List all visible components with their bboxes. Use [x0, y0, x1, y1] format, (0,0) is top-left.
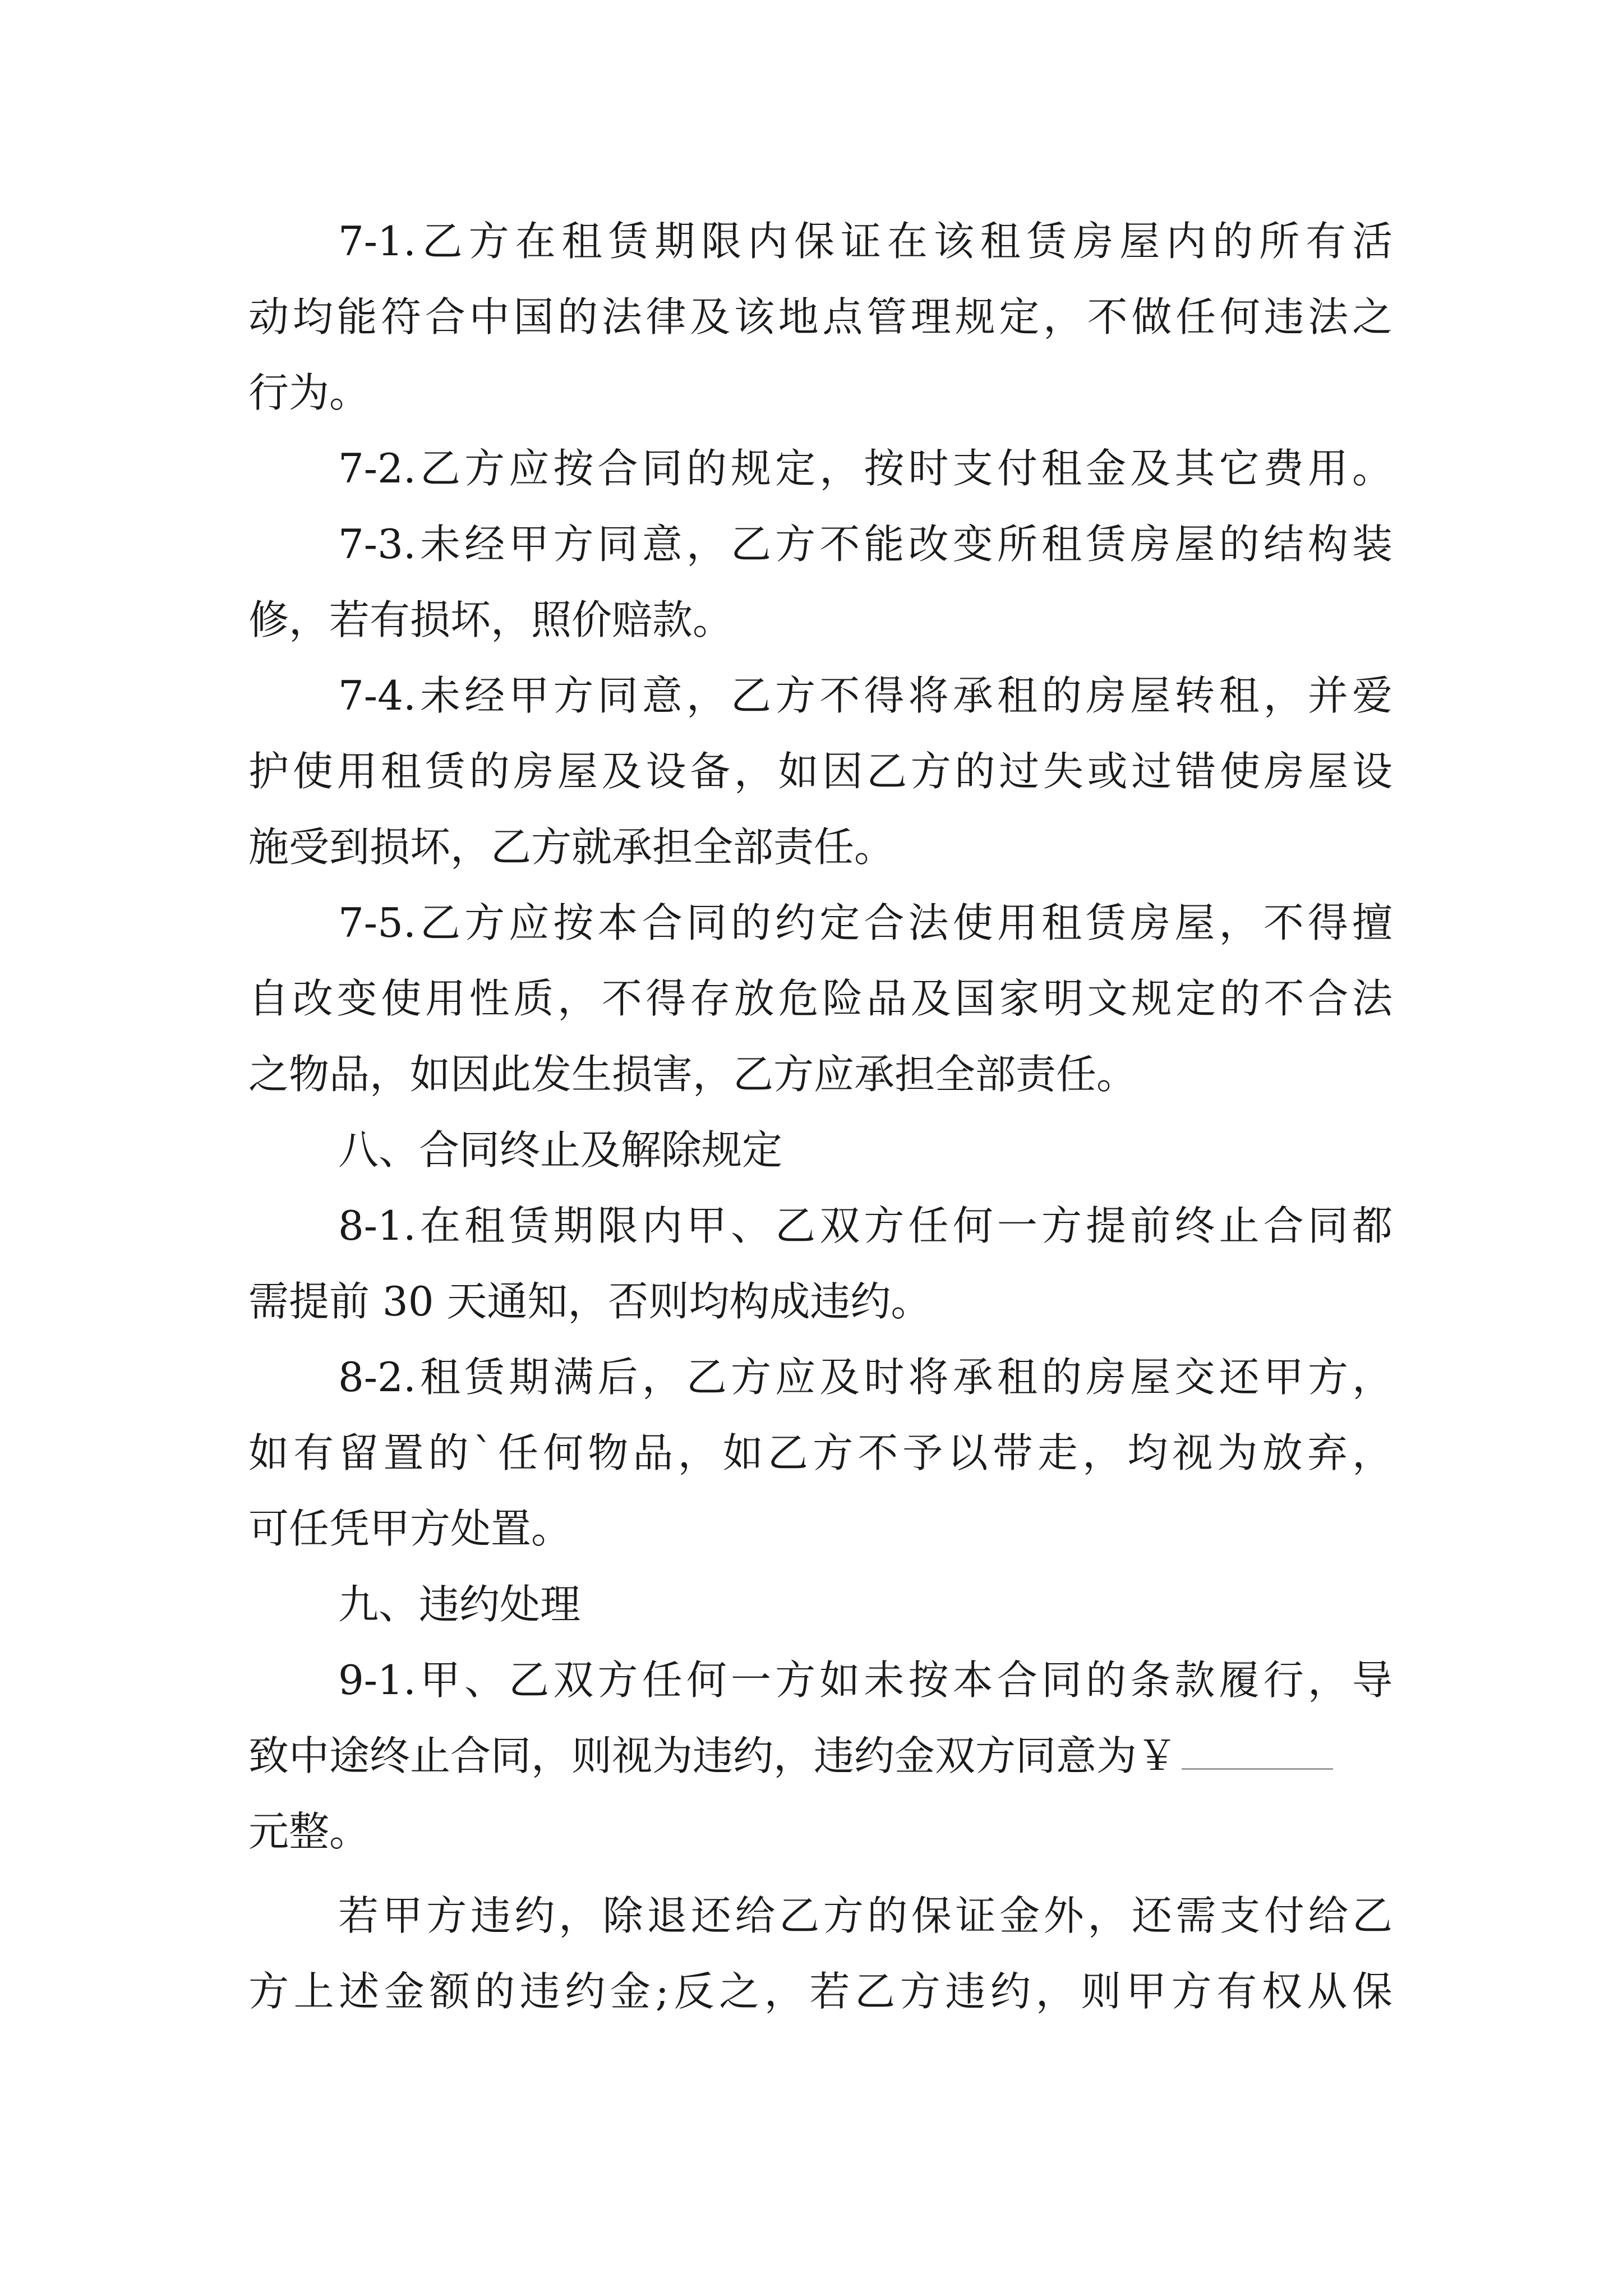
default-paragraph-line-2: 方上述金额的违约金;反之，若乙方违约，则甲方有权从保	[248, 1968, 1393, 2015]
default-paragraph-line-1: 若甲方违约，除退还给乙方的保证金外，还需支付给乙	[338, 1892, 1393, 1939]
clause-7-5-line-2: 自改变使用性质，不得存放危险品及国家明文规定的不合法	[248, 975, 1393, 1022]
clause-8-1-line-1: 8-1.在租赁期限内甲、乙双方任何一方提前终止合同都	[338, 1202, 1393, 1249]
penalty-amount-blank	[1182, 1733, 1333, 1770]
clause-7-1-line-3: 行为。	[248, 369, 370, 416]
clause-7-2-line-1: 7-2.乙方应按合同的规定，按时支付租金及其它费用。	[338, 445, 1393, 492]
clause-7-4-line-1: 7-4.未经甲方同意，乙方不得将承租的房屋转租，并爱	[338, 672, 1393, 719]
clause-9-1-line-2	[248, 1731, 1333, 1781]
clause-8-2-line-1: 8-2.租赁期满后，乙方应及时将承租的房屋交还甲方，	[338, 1354, 1393, 1401]
clause-7-1-line-1: 7-1.乙方在租赁期限内保证在该租赁房屋内的所有活	[338, 218, 1393, 265]
clause-9-1-line-3: 元整。	[248, 1808, 370, 1855]
section-9-heading: 九、违约处理	[338, 1581, 581, 1628]
section-8-heading: 八、合同终止及解除规定	[338, 1126, 783, 1174]
clause-7-3-line-1: 7-3.未经甲方同意，乙方不能改变所租赁房屋的结构装	[338, 521, 1393, 568]
clause-8-1-line-2: 需提前 30 天通知，否则均构成违约。	[248, 1278, 932, 1325]
clause-9-1-line-1: 9-1.甲、乙双方任何一方如未按本合同的条款履行，导	[338, 1657, 1393, 1704]
clause-8-2-line-3: 可任凭甲方处置。	[248, 1505, 572, 1552]
clause-7-4-line-3: 施受到损坏，乙方就承担全部责任。	[248, 823, 895, 871]
clause-7-1-line-2: 动均能符合中国的法律及该地点管理规定，不做任何违法之	[248, 293, 1393, 341]
clause-7-5-line-1: 7-5.乙方应按本合同的约定合法使用租赁房屋，不得擅	[338, 899, 1393, 946]
clause-9-1-line-2-text: 致中途终止合同，则视为违约，违约金双方同意为￥	[248, 1732, 1178, 1779]
clause-7-4-line-2: 护使用租赁的房屋及设备，如因乙方的过失或过错使房屋设	[248, 748, 1393, 795]
clause-7-3-line-2: 修，若有损坏，照价赔款。	[248, 596, 734, 643]
clause-8-2-line-2: 如有留置的`任何物品，如乙方不予以带走，均视为放弃，	[248, 1429, 1393, 1476]
clause-7-5-line-3: 之物品，如因此发生损害，乙方应承担全部责任。	[248, 1051, 1137, 1098]
